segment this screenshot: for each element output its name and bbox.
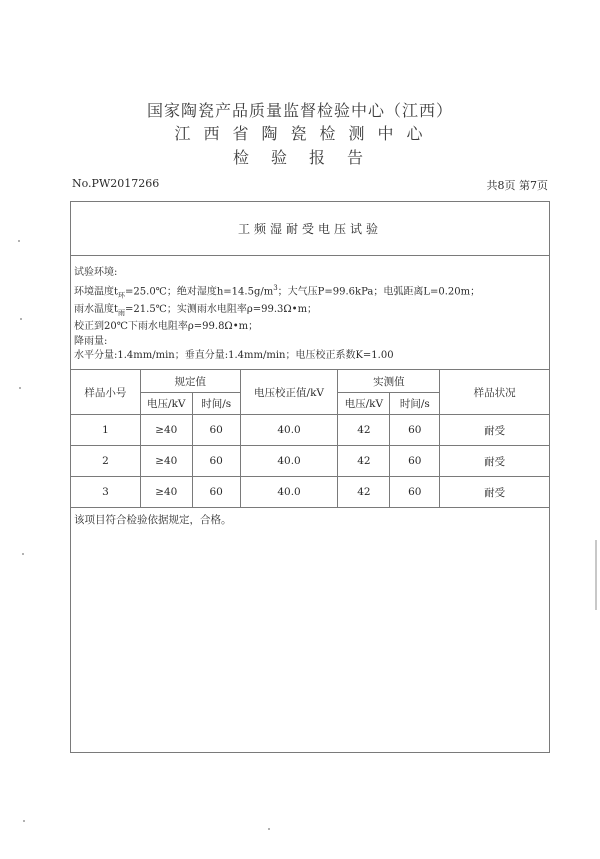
cell-spec-voltage: ≥40 <box>140 415 192 446</box>
cell-sample: 1 <box>71 415 141 446</box>
table-row <box>71 415 550 446</box>
cell-corrected: 40.0 <box>240 415 338 446</box>
env-heading: 试验环境: <box>74 267 118 278</box>
cell-meas-voltage: 42 <box>338 415 390 446</box>
rainfall-line: 水平分量:1.4mm/min；垂直分量:1.4mm/min；电压校正系数K=1.00 <box>74 350 394 362</box>
header-meas-voltage: 电压/kV <box>338 393 390 415</box>
cell-spec-voltage: ≥40 <box>140 446 192 477</box>
cell-spec-time: 60 <box>192 477 240 508</box>
scan-speck <box>22 553 24 555</box>
section-title: 工频湿耐受电压试验 <box>71 202 549 256</box>
scan-speck <box>268 828 270 830</box>
header-status: 样品状况 <box>440 370 550 415</box>
cell-meas-time: 60 <box>390 446 440 477</box>
scan-speck <box>23 820 25 822</box>
scan-speck <box>19 387 21 389</box>
results-table <box>70 369 550 508</box>
cell-meas-time: 60 <box>390 415 440 446</box>
cell-corrected: 40.0 <box>240 477 338 508</box>
cell-corrected: 40.0 <box>240 446 338 477</box>
scan-edge-mark <box>595 540 597 610</box>
test-environment <box>74 266 480 364</box>
scan-speck <box>20 318 22 320</box>
table-row <box>71 446 550 477</box>
page-info: 共8页 第7页 <box>486 179 548 192</box>
header-specified: 规定值 <box>140 370 240 393</box>
cell-status: 耐受 <box>440 477 550 508</box>
cell-meas-voltage: 42 <box>338 446 390 477</box>
env-line-corrected: 校正到20℃下雨水电阻率ρ=99.8Ω•m； <box>74 321 259 333</box>
report-number: No.PW2017266 <box>72 177 160 190</box>
env-line-rain: 雨水温度$t_雨=21.5℃$；实测雨水电阻率ρ=99.3Ω•m； <box>74 303 318 317</box>
cell-sample: 3 <box>71 477 141 508</box>
conclusion-text: 该项目符合检验依据规定，合格。 <box>74 514 232 526</box>
report-frame <box>70 201 550 753</box>
cell-status: 耐受 <box>440 446 550 477</box>
cell-status: 耐受 <box>440 415 550 446</box>
scan-speck <box>18 240 20 242</box>
cell-meas-time: 60 <box>390 477 440 508</box>
report-title: 检验报告 <box>232 148 385 167</box>
rainfall-heading: 降雨量: <box>74 335 108 347</box>
env-line-ambient: 环境温度$t_环=25.0℃$；绝对湿度$h=14.5g/m^3$；大气压P=99.6kPa；电弧距离L=0.20m； <box>74 283 481 299</box>
table-row <box>71 477 550 508</box>
cell-sample: 2 <box>71 446 141 477</box>
header-spec-voltage: 电压/kV <box>140 393 192 415</box>
header-meas-time: 时间/s <box>390 393 440 415</box>
header-sample: 样品小号 <box>71 370 141 415</box>
org-title-line2: 江西省陶瓷检测中心 <box>174 124 436 143</box>
header-spec-time: 时间/s <box>192 393 240 415</box>
header-measured: 实测值 <box>338 370 440 393</box>
cell-spec-voltage: ≥40 <box>140 477 192 508</box>
header-corrected-voltage: 电压校正值/kV <box>240 370 338 415</box>
cell-spec-time: 60 <box>192 415 240 446</box>
org-title-line1: 国家陶瓷产品质量监督检验中心（江西） <box>146 101 453 120</box>
cell-spec-time: 60 <box>192 446 240 477</box>
cell-meas-voltage: 42 <box>338 477 390 508</box>
